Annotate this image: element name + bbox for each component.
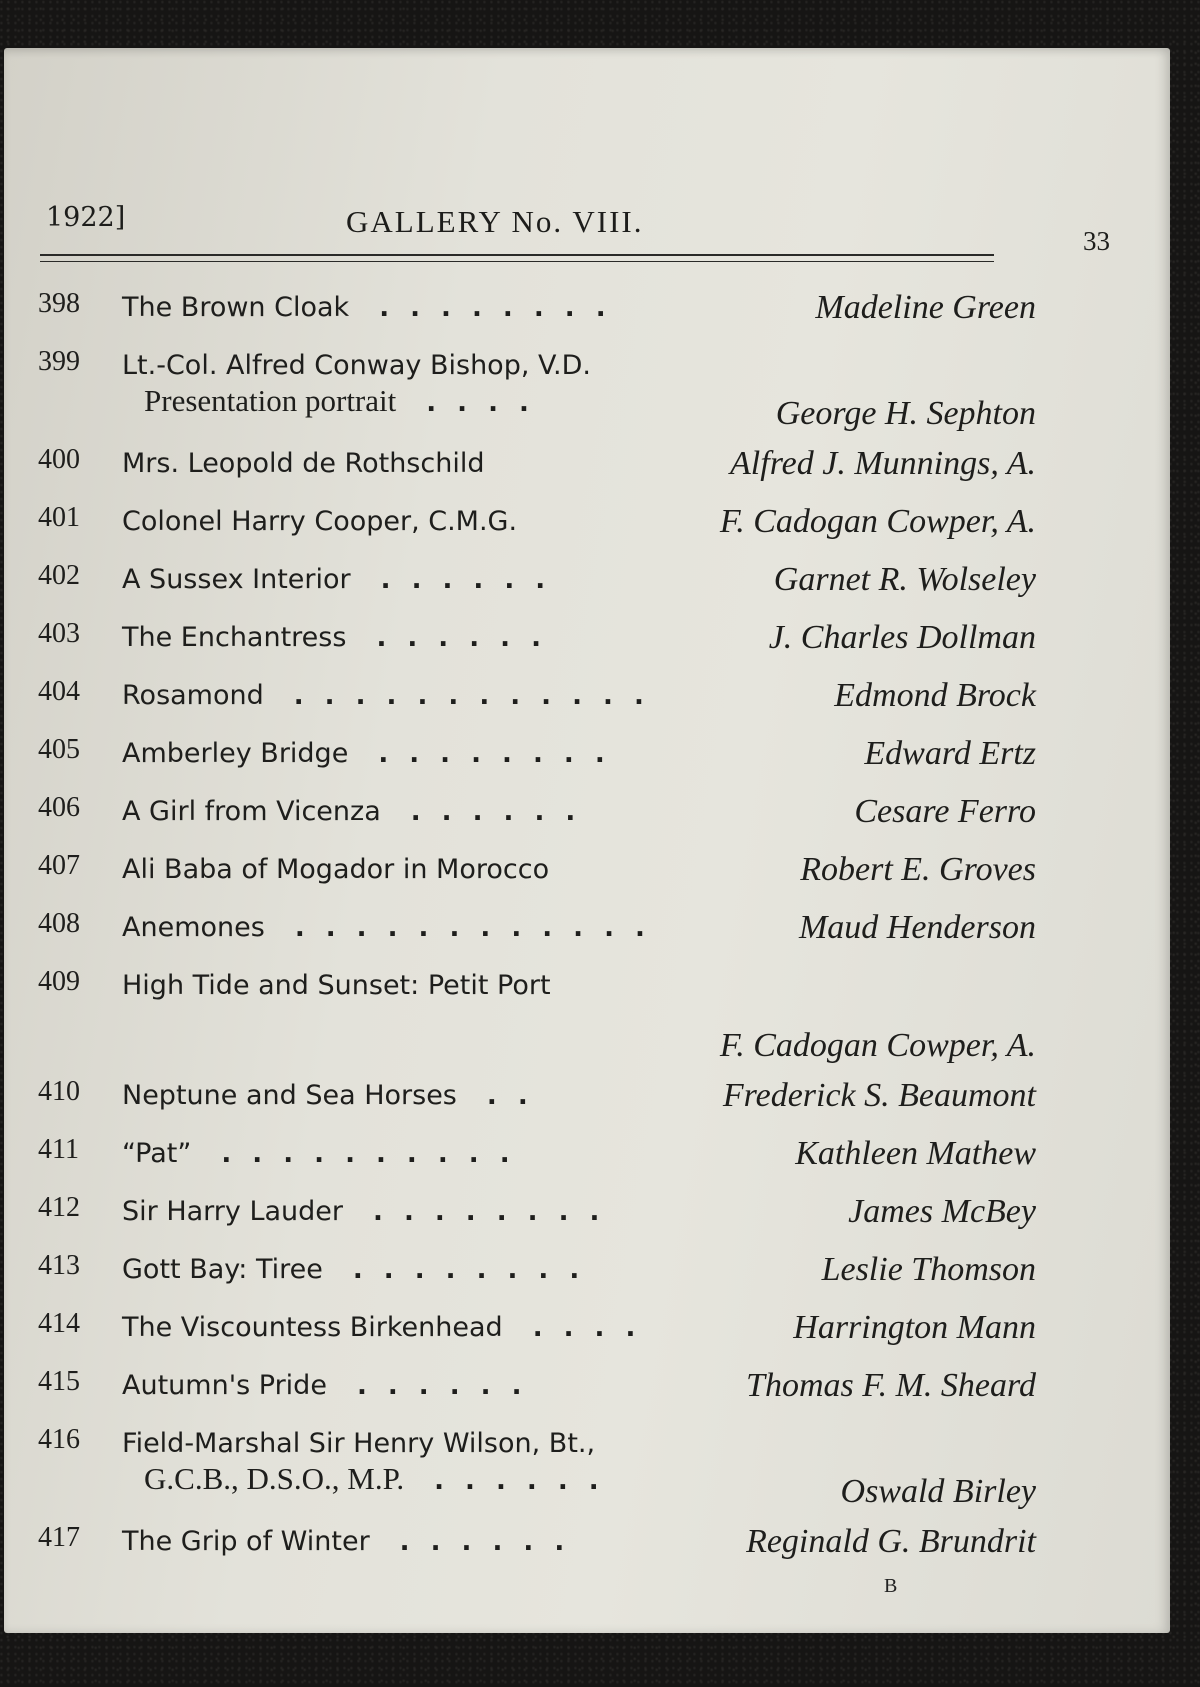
entry-number: 406 xyxy=(38,792,80,823)
entry-title: The Brown Cloak xyxy=(122,292,350,323)
entry-title: Ali Baba of Mogador in Morocco xyxy=(122,854,550,885)
catalogue-entry xyxy=(26,280,1036,338)
entry-artist: Edward Ertz xyxy=(864,735,1036,772)
entry-number: 409 xyxy=(38,966,80,997)
leader-dots: . . . . . . . . . . . . xyxy=(293,681,650,711)
entry-number: 399 xyxy=(38,346,80,377)
catalogue-entry xyxy=(26,1358,1036,1416)
entry-artist: Maud Henderson xyxy=(798,909,1036,946)
entry-subtitle: G.C.B., D.S.O., M.P. xyxy=(144,1461,405,1496)
entry-title: Gott Bay: Tiree xyxy=(122,1254,323,1285)
catalogue-entry xyxy=(26,842,1036,900)
entry-number: 398 xyxy=(38,288,80,319)
entry-title: Lt.-Col. Alfred Conway Bishop, V.D. xyxy=(122,350,591,381)
leader-dots: . . . . . . . . xyxy=(378,739,611,769)
entry-artist: Reginald G. Brundrit xyxy=(746,1523,1036,1560)
entry-title: Autumn's Pride xyxy=(122,1370,327,1401)
entry-number: 408 xyxy=(38,908,80,939)
header-rule xyxy=(40,254,994,256)
entry-title: The Viscountess Birkenhead xyxy=(122,1312,503,1343)
entry-number: 404 xyxy=(38,676,80,707)
entry-artist: Cesare Ferro xyxy=(854,793,1036,830)
entry-number: 410 xyxy=(38,1076,80,1107)
catalogue-entry xyxy=(26,1184,1036,1242)
catalogue-entry xyxy=(26,1242,1036,1300)
catalogue-entry xyxy=(26,338,1036,436)
entry-title: Rosamond xyxy=(122,680,264,711)
entry-artist: Oswald Birley xyxy=(840,1473,1036,1510)
entry-artist: F. Cadogan Cowper, A. xyxy=(719,503,1036,540)
entry-number: 416 xyxy=(38,1424,80,1455)
catalogue-page xyxy=(4,48,1170,1633)
entry-artist: Leslie Thomson xyxy=(821,1251,1036,1288)
header-rule-thin xyxy=(40,261,994,262)
signature-mark: B xyxy=(884,1575,898,1597)
leader-dots: . . . . xyxy=(426,388,535,418)
entry-number: 412 xyxy=(38,1192,80,1223)
catalogue-entry xyxy=(26,1068,1036,1126)
running-year: 1922] xyxy=(46,202,126,233)
leader-dots: . . . . . . xyxy=(376,623,547,653)
entry-artist: Kathleen Mathew xyxy=(795,1135,1036,1172)
leader-dots: . . . . . . . . xyxy=(373,1197,606,1227)
entry-number: 405 xyxy=(38,734,80,765)
entry-artist: Madeline Green xyxy=(815,289,1036,326)
entry-number: 411 xyxy=(38,1134,79,1165)
entry-artist: Edmond Brock xyxy=(834,677,1036,714)
catalogue-entry xyxy=(26,1514,1036,1572)
catalogue-entry xyxy=(26,958,1036,1068)
entry-title: Sir Harry Lauder xyxy=(122,1196,344,1227)
catalogue-entry xyxy=(26,436,1036,494)
entry-number: 417 xyxy=(38,1522,80,1553)
catalogue-entry xyxy=(26,1126,1036,1184)
leader-dots: . . . . xyxy=(532,1313,642,1343)
catalogue-entry xyxy=(26,784,1036,842)
entry-title: Amberley Bridge xyxy=(122,738,349,769)
catalogue-entry xyxy=(26,668,1036,726)
entry-number: 414 xyxy=(38,1308,80,1339)
entry-title: A Sussex Interior xyxy=(122,564,351,595)
entry-artist: Harrington Mann xyxy=(793,1309,1036,1346)
entry-number: 402 xyxy=(38,560,80,591)
leader-dots: . . . . . . . . xyxy=(379,293,612,323)
leader-dots: . . . . . . xyxy=(380,565,552,595)
entry-artist: Garnet R. Wolseley xyxy=(773,561,1036,598)
entry-number: 401 xyxy=(38,502,80,533)
leader-dots: . . . . . . xyxy=(399,1527,571,1557)
entry-title: The Grip of Winter xyxy=(122,1526,370,1557)
entry-artist: J. Charles Dollman xyxy=(768,619,1036,656)
leader-dots: . . . . . . xyxy=(434,1466,605,1496)
entry-subtitle: Presentation portrait xyxy=(144,383,397,418)
leader-dots: . . xyxy=(486,1081,534,1111)
entry-artist: Frederick S. Beaumont xyxy=(722,1077,1036,1114)
entry-title: “Pat” xyxy=(122,1138,192,1169)
entry-title: The Enchantress xyxy=(122,622,347,653)
entry-artist: Thomas F. M. Sheard xyxy=(746,1367,1036,1404)
entry-title: Anemones xyxy=(122,912,265,943)
entry-artist: George H. Sephton xyxy=(775,395,1036,432)
entry-number: 407 xyxy=(38,850,80,881)
catalogue-entry xyxy=(26,726,1036,784)
entry-title: Colonel Harry Cooper, C.M.G. xyxy=(122,506,518,537)
page-number: 33 xyxy=(1083,226,1110,256)
entry-title: High Tide and Sunset: Petit Port xyxy=(122,970,551,1001)
entry-title: Neptune and Sea Horses xyxy=(122,1080,457,1111)
catalogue-entry xyxy=(26,900,1036,958)
entry-title: Mrs. Leopold de Rothschild xyxy=(122,448,485,479)
entry-number: 413 xyxy=(38,1250,80,1281)
leader-dots: . . . . . . . . xyxy=(352,1255,586,1285)
entry-artist: Alfred J. Munnings, A. xyxy=(730,445,1036,482)
catalogue-entry xyxy=(26,610,1036,668)
catalogue-entry xyxy=(26,1416,1036,1514)
entry-artist: Robert E. Groves xyxy=(800,851,1036,888)
catalogue-entry xyxy=(26,494,1036,552)
page-header xyxy=(44,198,1110,256)
entries-list xyxy=(26,280,1036,1572)
catalogue-entry xyxy=(26,552,1036,610)
leader-dots: . . . . . . xyxy=(410,797,582,827)
entry-title: Field-Marshal Sir Henry Wilson, Bt., xyxy=(122,1428,596,1459)
leader-dots: . . . . . . . . . . . . xyxy=(294,913,651,943)
entry-title: A Girl from Vicenza xyxy=(122,796,381,827)
page-title: GALLERY No. VIII. xyxy=(346,204,644,239)
entry-number: 403 xyxy=(38,618,80,649)
entry-artist: F. Cadogan Cowper, A. xyxy=(719,1027,1036,1064)
entry-number: 400 xyxy=(38,444,80,475)
entry-artist: James McBey xyxy=(848,1193,1036,1230)
leader-dots: . . . . . . . . . . xyxy=(221,1139,516,1169)
leader-dots: . . . . . . xyxy=(356,1371,528,1401)
entry-number: 415 xyxy=(38,1366,80,1397)
catalogue-entry xyxy=(26,1300,1036,1358)
